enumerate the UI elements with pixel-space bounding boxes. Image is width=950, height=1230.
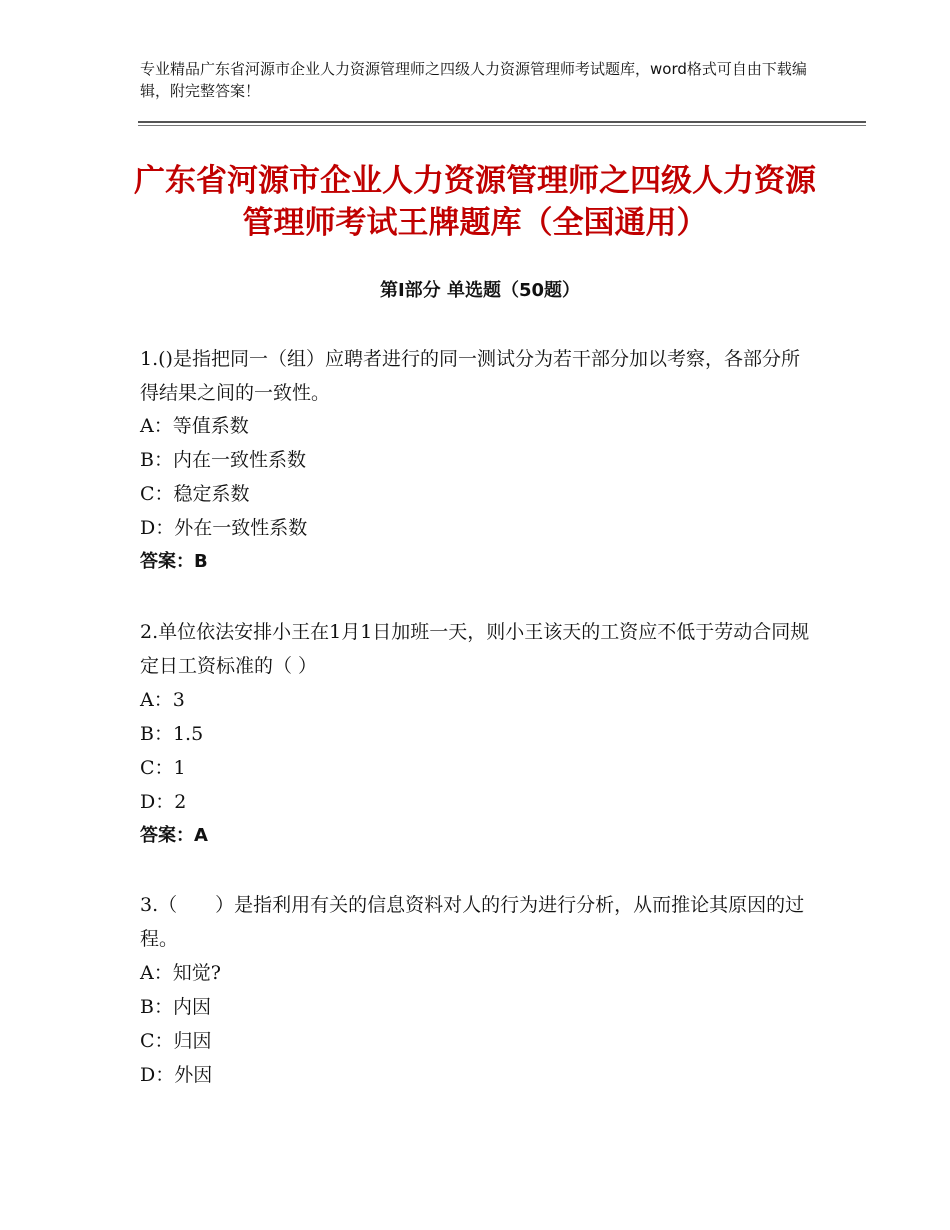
question-1-option-c: C：稳定系数: [140, 483, 250, 505]
question-1-answer: 答案：B: [140, 551, 208, 572]
question-1-option-b: B：内在一致性系数: [140, 449, 306, 471]
question-3-option-a: A：知觉?: [140, 962, 221, 984]
document-title: 广东省河源市企业人力资源管理师之四级人力资源管理师考试王牌题库（全国通用）: [134, 163, 816, 241]
question-2-option-b: B：1.5: [140, 723, 204, 745]
question-2-option-d: D：2: [140, 791, 187, 813]
question-3-option-c: C：归因: [140, 1030, 212, 1052]
header-rule-thin: [138, 125, 866, 126]
header-rule-thick: [138, 121, 866, 123]
question-2-option-c: C：1: [140, 757, 186, 779]
question-1-stem: 1.()是指把同一（组）应聘者进行的同一测试分为若干部分加以考察，各部分所得结果之间的一致性。: [140, 348, 800, 404]
header-note: 专业精品广东省河源市企业人力资源管理师之四级人力资源管理师考试题库，word格式可自由下载编辑，附完整答案！: [140, 60, 807, 100]
question-2-stem: 2.单位依法安排小王在1月1日加班一天，则小王该天的工资应不低于劳动合同规定日工资标准的（ ）: [140, 621, 810, 677]
section-heading: 第Ⅰ部分 单选题（50题）: [379, 280, 580, 301]
question-2-option-a: A：3: [140, 689, 185, 711]
question-3-option-b: B：内因: [140, 996, 211, 1018]
question-1-option-a: A：等值系数: [140, 415, 249, 437]
question-1-option-d: D：外在一致性系数: [140, 517, 308, 539]
question-2-answer: 答案：A: [140, 825, 208, 846]
question-3-option-d: D：外因: [140, 1064, 213, 1086]
question-3-stem: 3.（ ）是指利用有关的信息资料对人的行为进行分析，从而推论其原因的过程。: [140, 894, 805, 950]
